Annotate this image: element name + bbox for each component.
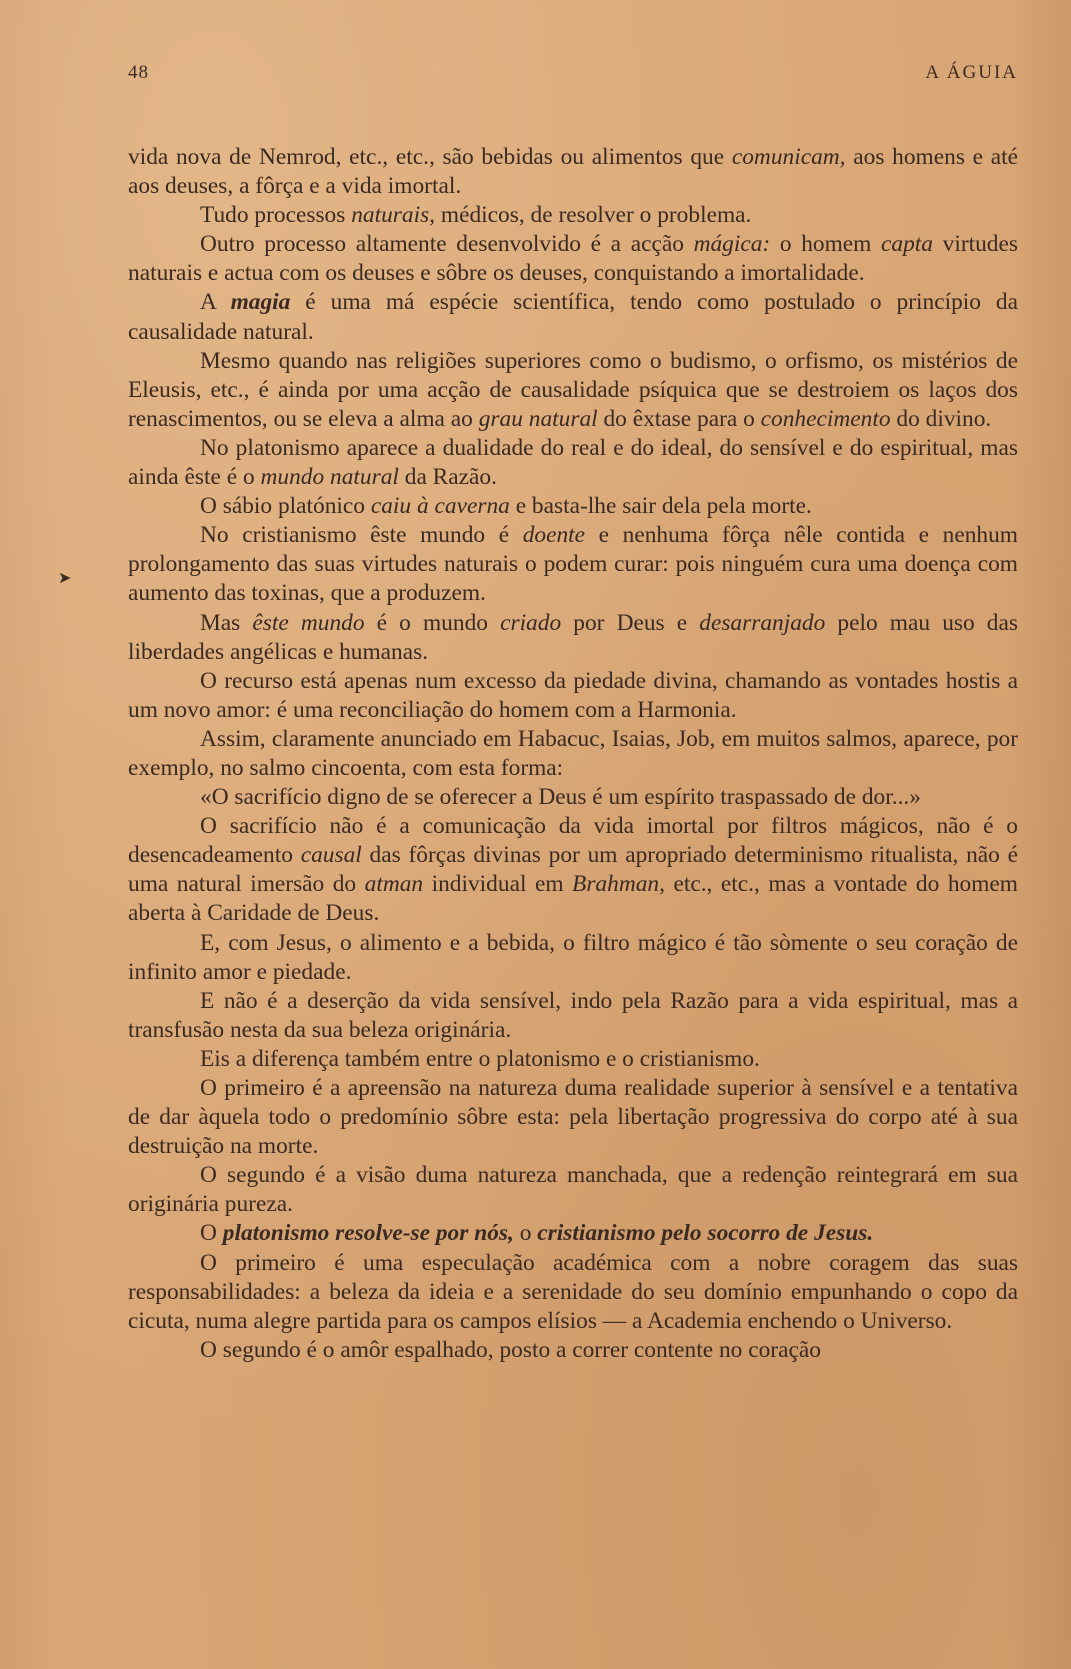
paragraph <box>128 1336 1018 1365</box>
text-run: Mesmo quando nas religiões superiores como o budismo, o orfismo, os mistérios de Eleusis, etc., é ainda por uma acção de causalidade psíquica que se destroiem os laços dos renascimentos, ou se eleva a alma ao <box>128 347 1018 432</box>
text-run: O segundo é o amôr espalhado, posto a correr contente no coração <box>200 1336 821 1363</box>
paragraph <box>128 812 1018 928</box>
emphasis-text: magia <box>230 289 291 316</box>
text-run: O segundo é a visão duma natureza manchada, que a redenção reintegrará em sua originária pureza. <box>128 1162 1018 1218</box>
paragraph <box>128 1249 1018 1336</box>
text-run: médicos, de resolver o problema. <box>435 202 752 229</box>
paragraph <box>128 1219 1018 1248</box>
paragraph <box>128 1074 1018 1161</box>
emphasis-text: mágica: <box>693 231 771 258</box>
paragraph <box>128 347 1018 434</box>
text-run: E, com Jesus, o alimento e a bebida, o filtro mágico é tão sòmente o seu coração de infinito amor e piedade. <box>128 929 1018 985</box>
paragraph <box>128 929 1018 987</box>
emphasis-text: grau natural <box>478 405 598 432</box>
text-run: é uma má espécie scientífica, tendo como postulado o princípio da causalidade natural. <box>128 289 1018 345</box>
text-run: do divino. <box>890 405 992 432</box>
text-run: O <box>200 1220 223 1247</box>
emphasis-text: causal <box>300 842 362 869</box>
text-run: etc., etc., mas a vontade do homem aberta à Caridade de Deus. <box>128 871 1018 927</box>
margin-mark-icon: ➤ <box>58 570 72 587</box>
emphasis-text: mundo natural <box>260 464 399 491</box>
body-text <box>128 143 1018 1365</box>
paragraph <box>128 201 1018 230</box>
text-run: é o mundo <box>364 609 501 636</box>
text-run: Eis a diferença também entre o platonismo e o cristianismo. <box>200 1045 760 1072</box>
emphasis-text: criado <box>500 609 562 636</box>
text-run: Tudo processos <box>200 202 352 229</box>
text-run: o homem <box>770 231 882 258</box>
emphasis-text: caiu à caverna <box>370 493 510 520</box>
paragraph <box>128 783 1018 812</box>
text-run: e basta-lhe sair dela pela morte. <box>509 493 812 520</box>
text-run: individual em <box>423 871 573 898</box>
emphasis-text: atman <box>364 871 424 898</box>
text-run: O sacrifício não é a comunicação da vida imortal por filtros mágicos, não é o desencadeamento <box>128 813 1018 869</box>
text-run: E não é a deserção da vida sensível, indo pela Razão para a vida espiritual, mas a transfusão nesta da sua beleza originária. <box>128 987 1018 1043</box>
emphasis-text: doente <box>522 522 586 549</box>
paragraph <box>128 987 1018 1045</box>
text-run: O primeiro é a apreensão na natureza duma realidade superior à sensível e a tentativa de dar àquela todo o predomínio sôbre esta: pela libertação progressiva do corpo até à sua destruição na morte. <box>128 1075 1018 1160</box>
paragraph <box>128 609 1018 667</box>
emphasis-text: capta <box>881 231 933 258</box>
emphasis-text: desarranjado <box>699 609 826 636</box>
paragraph <box>128 725 1018 783</box>
emphasis-text: platonismo resolve-se por nós, <box>222 1220 514 1247</box>
paragraph <box>128 230 1018 288</box>
text-run: Outro processo altamente desenvolvido é a acção <box>200 231 694 258</box>
text-run: pelo mau uso das liberdades angélicas e humanas. <box>128 609 1018 665</box>
text-run: e nenhuma fôrça nêle contida e nenhum prolongamento das suas virtudes naturais o podem curar: pois ninguém cura uma doença com aumento das toxinas, que a produzem. <box>128 522 1018 607</box>
text-run: O sábio platónico <box>200 493 371 520</box>
text-run: Assim, claramente anunciado em Habacuc, Isaias, Job, em muitos salmos, aparece, por exemplo, no salmo cincoenta, com esta forma: <box>128 725 1018 781</box>
running-title: A ÁGUIA <box>925 62 1018 83</box>
paragraph <box>128 434 1018 492</box>
text-run: do êxtase para o <box>597 405 761 432</box>
text-run: Mas <box>200 609 253 636</box>
text-run: No cristianismo êste mundo é <box>200 522 523 549</box>
text-run: por Deus e <box>561 609 700 636</box>
paragraph <box>128 521 1018 608</box>
paragraph <box>128 288 1018 346</box>
text-run: das fôrças divinas por um apropriado determinismo ritualista, não é uma natural imersão do <box>128 842 1018 898</box>
emphasis-text: êste mundo <box>252 609 365 636</box>
page-number: 48 <box>128 62 149 83</box>
emphasis-text: Brahman, <box>572 871 665 898</box>
text-run: aos homens e até aos deuses, a fôrça e a vida imortal. <box>128 144 1019 200</box>
paragraph <box>128 1045 1018 1074</box>
text-run: O primeiro é uma especulação académica com a nobre coragem das suas responsabilidades: a beleza da ideia e a serenidade do seu domínio empunhando o copo da cicuta, numa alegre partida para os campos elísios — a Academia enchendo o Universo. <box>128 1249 1018 1334</box>
emphasis-text: cristianismo pelo socorro de Jesus. <box>537 1220 874 1247</box>
text-run: virtudes naturais e actua com os deuses e sôbre os deuses, conquistando a imortalidade. <box>128 231 1018 287</box>
text-run: o <box>513 1220 538 1247</box>
paragraph <box>128 492 1018 521</box>
emphasis-text: conhecimento <box>760 405 891 432</box>
text-run: O recurso está apenas num excesso da piedade divina, chamando as vontades hostis a um novo amor: é uma reconciliação do homem com a Harmonia. <box>128 667 1018 723</box>
emphasis-text: naturais, <box>351 202 436 229</box>
text-run: «O sacrifício digno de se oferecer a Deus é um espírito traspassado de dor...» <box>200 784 921 811</box>
text-run: vida nova de Nemrod, etc., etc., são bebidas ou alimentos que <box>128 144 732 170</box>
paragraph <box>128 143 1018 201</box>
text-run: No platonismo aparece a dualidade do real e do ideal, do sensível e do espiritual, mas ainda êste é o <box>128 434 1018 491</box>
text-run: da Razão. <box>398 464 497 491</box>
paragraph <box>128 667 1018 725</box>
text-run: A <box>200 289 231 316</box>
emphasis-text: comunicam, <box>731 144 846 170</box>
paragraph <box>128 1161 1018 1219</box>
